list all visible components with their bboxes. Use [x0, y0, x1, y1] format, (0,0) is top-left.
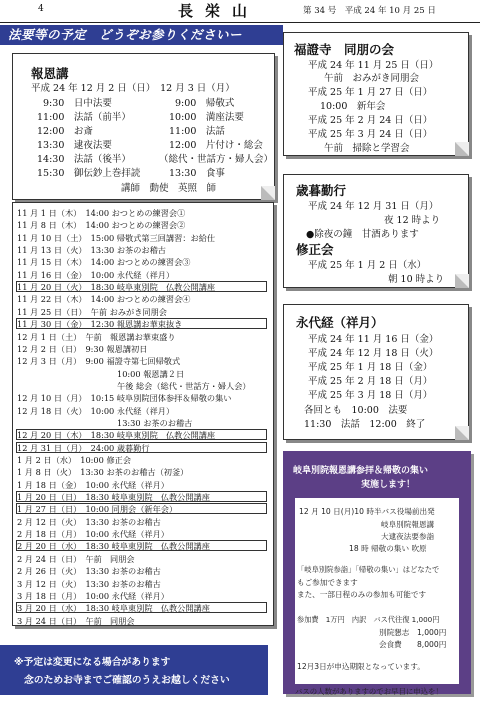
hoonko-item: 10:00 満座法要 [169, 112, 244, 123]
eidaikyo-box [283, 304, 469, 440]
purple-line: また、一部日程のみの参加も可能です [297, 590, 427, 599]
schedule-row: 1 月 20 日（日） 18:30 岐阜東別院 仏教公開講座 [17, 492, 210, 503]
doboukai-line: 10:00 新年会 [320, 101, 386, 112]
eidaikyo-line: 平成 24 年 11 月 16 日（金） [308, 334, 439, 345]
hoonko-item: 11:00 法話（前半） [37, 112, 131, 123]
hoonko-item: 12:00 片付け・総会 [169, 140, 263, 151]
schedule-row: 11 月 22 日（木） 14:00 おつとめの練習会④ [17, 294, 191, 305]
purple-line: もご参加できます [297, 578, 358, 587]
schedule-row: 13:30 お茶のお稽古 [117, 417, 193, 428]
purple-footer: バスの人数がありますのでお早目に申込を！ [295, 687, 443, 696]
hoonko-item: 13:30 逮夜法要 [37, 140, 112, 151]
schedule-row: 12 月 10 日（月） 10:15 岐阜別院団体参拝＆帰敬の集い [17, 393, 232, 404]
schedule-row: 12 月 18 日（火） 10:00 永代経（祥月） [17, 405, 175, 416]
eidaikyo-title: 永代経（祥月） [296, 315, 384, 330]
shushoe-title: 修正会 [296, 242, 334, 257]
doboukai-line: 午前 掃除と学習会 [324, 143, 410, 154]
hoonko-item: 12:00 お斎 [37, 126, 93, 137]
eidaikyo-line: 平成 25 年 2 月 18 日（月） [308, 376, 433, 387]
schedule-row: 11 月 30 日（金） 12:30 報恩講お華束抜き [17, 319, 183, 330]
hoonko-item: （総代・世話方・婦人会） [159, 154, 274, 165]
purple-fee: 参加費 1万円 内訳 バス代往復 1,000円 [297, 615, 440, 624]
schedule-row: 12 月 31 日（月） 24:00 歳暮勤行 [17, 442, 150, 453]
schedule-row: 1 月 8 日（火） 13:30 お茶のお稽古（初釜） [17, 467, 189, 478]
saibo-line: ●除夜の鐘 甘酒あります [306, 229, 419, 240]
eidaikyo-line: 平成 25 年 3 月 18 日（月） [308, 390, 433, 401]
hoonko-lecturer: 講師 動使 英照 師 [121, 183, 217, 194]
section-banner: 法要等の予定 どうぞお参りくださいー [0, 25, 283, 45]
saibo-title: 歳暮勤行 [296, 183, 347, 198]
gifu-betsuin-notice [283, 451, 471, 694]
purple-line: 18 時 帰敬の集い 吹原 [349, 544, 427, 553]
schedule-row: 2 月 12 日（火） 13:30 お茶のお稽古 [17, 516, 161, 527]
schedule-row: 11 月 13 日（火） 13:30 お茶のお稽古 [17, 245, 166, 256]
schedule-row: 1 月 18 日（金） 10:00 永代経（祥月） [17, 479, 169, 490]
hoonko-item: 9:30 日中法要 [43, 98, 112, 109]
schedule-row: 11 月 10 日（土） 15:00 帰敬式第三回講習：お給仕 [17, 232, 216, 243]
hoonko-box [12, 53, 275, 200]
page-number: 4 [38, 4, 44, 14]
schedule-row: 1 月 2 日（水） 10:00 修正会 [17, 455, 132, 465]
hoonko-title: 報恩講 [31, 66, 69, 81]
doboukai-line: 平成 24 年 11 月 25 日（日） [308, 60, 439, 71]
hoonko-item: 14:30 法話（後半） [37, 154, 131, 165]
purple-fee: 会食費 8,000円 [379, 640, 447, 649]
schedule-box [12, 202, 274, 626]
doboukai-line: 平成 25 年 1 月 27 日（日） [308, 87, 433, 98]
purple-line: 「岐阜別院参詣」「帰敬の集い」はどなたで [297, 565, 440, 574]
schedule-row: 3 月 20 日（水） 18:30 岐阜東別院 仏教公開講座 [17, 603, 210, 614]
schedule-row: 3 月 12 日（火） 13:30 お茶のお稽古 [17, 578, 161, 589]
eidaikyo-line: 平成 25 年 1 月 18 日（金） [308, 362, 433, 373]
purple-subtitle: 実施します！ [361, 480, 416, 490]
schedule-row: 午後 総会（総代・世話方・婦人会） [117, 380, 251, 391]
schedule-row: 11 月 25 日（日） 午前 おみがき同朋会 [17, 306, 167, 317]
schedule-row: 11 月 16 日（金） 10:00 永代経（祥月） [17, 269, 175, 280]
notice-line-1: ※予定は変更になる場合があります [14, 657, 171, 668]
schedule-row: 12 月 20 日（木） 18:30 岐阜東別院 仏教公開講座 [17, 430, 216, 441]
shushoe-line: 平成 25 年 1 月 2 日（水） [308, 260, 427, 271]
doboukai-title: 福證寺 同朋の会 [294, 42, 395, 57]
schedule-row: 12 月 3 日（月） 9:00 福證寺第七回帰敬式 [17, 356, 181, 367]
eidaikyo-line: 各回とも 10:00 法要 [304, 405, 408, 416]
schedule-row: 2 月 26 日（火） 13:30 お茶のお稽古 [17, 566, 161, 577]
schedule-row: 2 月 20 日（水） 18:30 岐阜東別院 仏教公開講座 [17, 541, 210, 552]
hoonko-item: 13:30 食事 [169, 168, 225, 179]
purple-title: 岐阜別院報恩講参拝＆帰敬の集い [293, 466, 429, 476]
doboukai-line: 午前 おみがき同朋会 [324, 73, 420, 84]
hoonko-item: 15:30 御伝鈔上巻拝読 [37, 168, 141, 179]
saibo-line: 平成 24 年 12 月 31 日（月） [308, 201, 439, 212]
purple-line: 大逮夜法要参詣 [381, 532, 435, 541]
masthead: 長栄山 [178, 2, 260, 20]
change-notice [0, 645, 268, 695]
doboukai-line: 平成 25 年 3 月 24 日（日） [308, 129, 433, 140]
schedule-row: 11 月 20 日（火） 18:30 岐阜東別院 仏教公開講座 [17, 282, 216, 293]
schedule-row: 2 月 18 日（月） 10:00 永代経（祥月） [17, 529, 169, 540]
hoonko-date: 平成 24 年 12 月 2 日（日） 12 月 3 日（月） [31, 83, 235, 94]
schedule-row: 3 月 18 日（月） 10:00 永代経（祥月） [17, 590, 169, 601]
schedule-row: 1 月 27 日（日） 10:00 同朋会（新年会） [17, 504, 178, 515]
doboukai-line: 平成 25 年 2 月 24 日（日） [308, 115, 433, 126]
schedule-row: 11 月 8 日（木） 14:00 おつとめの練習会② [17, 220, 186, 231]
shushoe-line: 朝 10 時より [388, 274, 445, 285]
purple-line: 岐阜別院報恩講 [381, 520, 435, 529]
eidaikyo-line: 平成 24 年 12 月 18 日（火） [308, 348, 439, 359]
schedule-row: 2 月 24 日（日） 午前 同朋会 [17, 553, 135, 564]
saibo-box [283, 174, 469, 288]
purple-inner-panel [295, 498, 459, 684]
purple-line: 12 月 10 日(月)10 時半バス役場前出発 [299, 507, 435, 516]
hoonko-item: 11:00 法話 [169, 126, 225, 137]
doboukai-box [283, 32, 469, 156]
schedule-row: 10:00 報恩講２日 [117, 368, 185, 379]
schedule-row: 11 月 1 日（木） 14:00 おつとめの練習会① [17, 208, 186, 218]
issue-info: 第 34 号 平成 24 年 10 月 25 日 [303, 6, 436, 16]
eidaikyo-line: 11:30 法話 12:00 終了 [304, 419, 426, 430]
purple-fee: 別院懇志 1,000円 [379, 628, 447, 637]
schedule-row: 3 月 24 日（日） 午前 同朋会 [17, 615, 135, 626]
schedule-row: 12 月 2 日（日） 9:30 報恩講初日 [17, 343, 148, 354]
purple-deadline: 12月3日が申込期限となっています。 [297, 662, 425, 671]
saibo-line: 夜 12 時より [384, 215, 441, 226]
schedule-row: 11 月 15 日（木） 14:00 おつとめの練習会③ [17, 257, 191, 268]
schedule-row: 12 月 1 日（土） 午前 報恩講お華束盛り [17, 331, 176, 342]
hoonko-item: 9:00 帰敬式 [175, 98, 235, 109]
notice-line-2: 念のためお寺までご確認のうえお越しください [24, 675, 230, 686]
